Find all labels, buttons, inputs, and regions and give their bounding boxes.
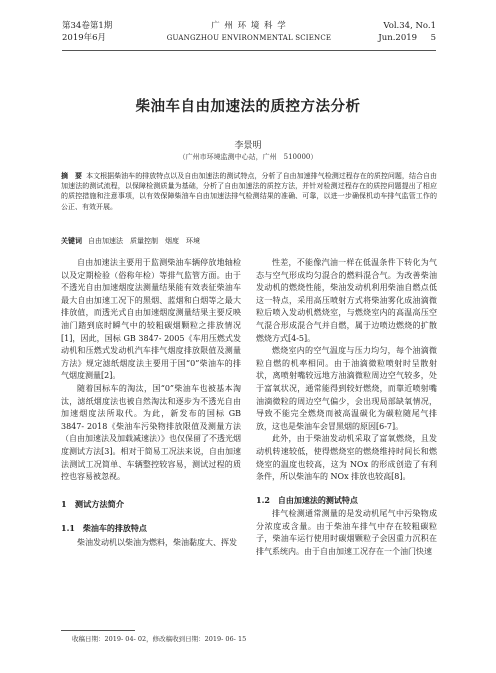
header-volume-issue: 第34卷第1期	[62, 21, 113, 31]
right-column	[256, 257, 437, 559]
abstract-label: 摘 要	[61, 171, 83, 180]
section-heading: 1 测试方法简介	[61, 498, 125, 509]
keywords-text: 自由加速法 质量控制 烟度 环境	[88, 237, 200, 245]
abstract	[61, 171, 437, 212]
left-column	[61, 257, 241, 549]
paragraph: 此外，由于柴油发动机采取了富氧燃烧，且发动机转速较低，使得燃烧室的燃烧维持时间长和燃烧室的温度也较高，这为 NOx 的形成创造了有利条件，所以柴油车的 NOx 排放也较高[8]。	[256, 434, 437, 482]
paragraph: 随着国标车的淘汰，国“0”柴油车也被基本淘汰，滤纸烟度法也被自然淘汰和逐步为不透光自由加速烟度法所取代。为此，新发布的国标 GB 3847- 2018《柴油车污染物排放限值及测量方法（自由加速法及加载减速法）》也仅保留了不透光烟度测试方法[3]。相对于简易工况法来说，自由加速法测试工况简单、车辆整控较容易，测试过程的质控也容易被忽视。	[61, 383, 241, 482]
paragraph: 自由加速法主要用于监测柴油车辆停放地轴检以及定期检验（俗称年检）等排气监管方面。由于不透光自由加速烟度法测量结果能有效表征柴油车最大自由加速工况下的黑烟、蓝烟和白烟等之最大排放值，而透光式自由加速烟度测量结果主要反映油门踏到底时瞬气中的较粗碳烟颗粒之排放情况[1]，因此，国标 GB 3847- 2005《车用压燃式发动机和压燃式发动机汽车排气烟度排放限值及测量方法》规定滤纸烟度法主要用于国“0”柴油车的排气烟度测量[2]。	[61, 258, 241, 381]
received-date-footnote: 收稿日期：2019- 04- 02，修改稿收到日期：2019- 06- 15	[72, 635, 247, 643]
journal-name-cn: 广 州 环 境 科 学	[211, 21, 287, 31]
footnote-rule	[61, 630, 135, 631]
paragraph: 排气检测通常测量的是发动机尾气中污染物成分浓度或含量。由于柴油车排气中存在较粗碳粒子，柴油车运行使用时碳烟颗粒子会因重力沉积在排气系统内。由于自由加速工况存在一个油门快速	[256, 509, 437, 557]
paper-title: 柴油车自由加速法的质控方法分析	[135, 98, 361, 115]
paragraph: 柴油发动机以柴油为燃料，柴油黏度大、挥发	[77, 537, 237, 547]
paragraph: 性差，不能像汽油一样在低温条件下转化为气态与空气形成均匀混合的燃料混合气。为改善柴油发动机的燃烧性能，柴油发动机利用柴油自燃点低这一特点，采用高压喷射方式将柴油雾化成油滴微粒后喷入发动机燃烧室，与燃烧室内的高温高压空气混合形成混合气并自燃，属于边喷边燃烧的扩散燃烧方式[4-5]。	[256, 258, 437, 343]
author-affiliation: （广州市环境监测中心站，广州 510000）	[178, 153, 318, 161]
page-number: 5	[430, 33, 436, 43]
header-volume-en	[378, 20, 436, 44]
keywords	[61, 236, 437, 246]
header-date: 2019年6月	[62, 33, 107, 43]
keywords-label: 关键词	[61, 236, 82, 245]
running-header	[62, 20, 436, 51]
header-date-en-text: Jun.2019	[378, 33, 418, 43]
author-name: 李景明	[234, 141, 262, 151]
abstract-text: 本文根据柴油车的排放特点以及自由加速法的测试特点，分析了自由加速排气检测过程存在的质控问题，结合自由加速法的测试流程，以保障检测质量为基础，分析了自由加速法的质控方法，并针对检测过程存在的质控问题提出了相应的质控措施和注意事项，以有效保障柴油车自由加速法排气检测结果的准确、可靠，以进一步确保机动车排气监管工作的公正、有效开展。	[61, 172, 438, 211]
journal-name-en: GUANGZHOU ENVIRONMENTAL SCIENCE	[166, 34, 332, 42]
header-vol-no: Vol.34, No.1	[383, 21, 436, 31]
subsection-heading: 1.2 自由加速法的测试特点	[256, 494, 358, 505]
header-date-en	[378, 32, 436, 44]
paragraph: 燃烧室内的空气温度与压力均匀，每个油滴微粒自燃的机率相同。由于油滴微粒喷射时呈散射状，离喷射嘴较远地方油滴微粒周边空气较多，处于富氧状况，通常能得到较好燃烧，而靠近喷射嘴油滴微粒的周边空气偏少，会出现局部缺氧情况，导致不能完全燃烧而被高温碳化为碳粒随尾气排放，这也是柴油车会冒黑烟的原因[6-7]。	[256, 346, 437, 431]
subsection-heading: 1.1 柴油车的排放特点	[61, 523, 147, 534]
